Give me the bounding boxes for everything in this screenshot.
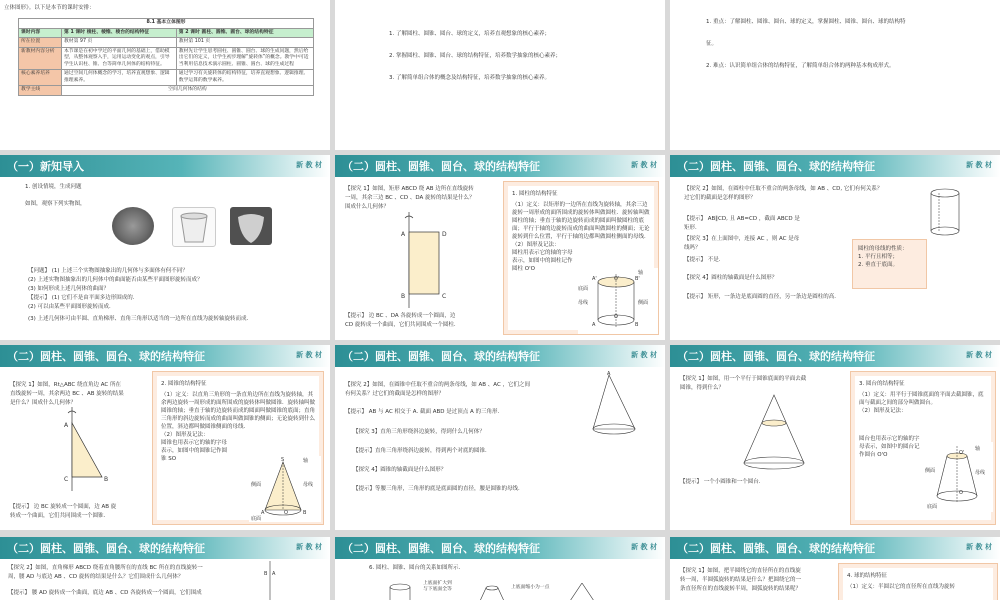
probe-line: 【探究 1】如图，用一个平行于圆锥底面的平面去截 [680,376,807,382]
text-line: 【探究 1】如图，把半圆绕它的直径所在的直线旋 [680,568,801,574]
box-subheading: （2）图形及记法： [859,408,907,414]
table-cell: 通过空间几何体概念的学习，培养直观想象、逻辑推理素养。 [62,70,177,86]
figure-label: 底面 [927,504,938,510]
box-heading: 1. 圆柱的结构特征 [512,191,558,197]
table-cell: 所在位置 [19,38,62,48]
table-header-cell: 第 2 课时 圆柱、圆锥、圆台、球的结构特征 [176,28,313,38]
slide-key-points[interactable] [670,0,1000,150]
text-line: 【提示】 腰 AD 旋转成一个曲面，底边 AB 、CD 各旋转成一个圆面，它们围成 [8,590,202,596]
strawberry-shape [230,207,272,245]
lesson-table [18,18,314,96]
table-cell: 教材第 97 页 [62,38,177,48]
slide-title: （二）圆柱、圆锥、圆台、球的结构特征 [677,160,875,173]
text-line: 如图，观察下列实物图， [25,201,86,207]
table-header-cell: 第 1 课时 棱柱、棱锥、棱台的结构特征 [62,28,177,38]
slide-header [670,537,1000,559]
slide-title: （二）圆柱、圆锥、圆台、球的结构特征 [342,160,540,173]
box-item: 2. 垂直于底面。 [858,262,898,268]
text-line: 【提示】等腰三角形，三角形的底是底面圆的直径，腰是圆锥的母线． [353,486,524,492]
text-line: 【探究 4】圆柱的轴截面是什么图形？ [684,275,778,281]
box-heading: 4. 球的结构特征 [847,573,887,579]
box-definition: （1）定义：以矩形的一边所在直线为旋转轴，其余三边旋转一周形成的面所围成的旋转体叫做圆柱．旋转轴叫做圆柱的轴；垂直于轴的边旋转而成的圆面叫做圆柱的底面；平行于轴的边旋转而成的曲面叫做圆柱的侧面；无论旋转到什么位置，平行于轴的边都叫做圆柱侧面的母线． [512,202,650,240]
point-label: O [614,314,618,320]
slide-title: （二）圆柱、圆锥、圆台、球的结构特征 [342,542,540,555]
slide-header [670,345,1000,367]
table-row [19,86,314,96]
cup-picture [172,207,216,247]
cylinder-figure [385,579,415,600]
watermelon-picture [112,207,154,245]
point-label: B [303,510,307,516]
text-line: 周，腰 AD 与底边 AB 、CD 旋转的结果是什么？它们围成什么几何体？ [8,574,184,580]
cylinder-figure [925,185,965,240]
figure-label: 轴 [638,270,644,276]
text-line: 【探究 3】直角三角形绕斜边旋转，得到什么几何体？ [353,429,485,435]
table-cell: 教学主线 [19,86,62,96]
table-cell: 空间几何体的结构 [62,86,314,96]
figure-label: 侧面 [925,468,936,474]
box-definition: （1）定义：半圆以它的直径所在直线为旋转 [847,584,956,590]
key-point-item: 2. 难点：认识简单组合体的结构特征，了解简单组合体的两种基本构成形式。 [706,63,895,69]
text-line: 转一周，半圆弧旋转的结果是什么？把圆绕它的一 [680,577,802,583]
box-item: 1. 平行且相等； [858,254,898,260]
table-row [19,47,314,70]
table-title: 8.1 基本立体图形 [19,19,314,29]
question-line: (2) 上述实物图抽象出的几何体中的曲面能否由某些平面图形旋转而成？ [28,277,203,283]
hint-line: 【提示】 边 BC 、DA 各旋转成一个圆面，边 [345,313,456,319]
probe-line: 一周，其余三边 BC 、CD 、DA 旋转的结果是什么？ [345,195,475,201]
text-line: 【提示】 不是． [684,257,725,263]
property-box [852,239,927,289]
slide-header [670,155,1000,177]
table-cell: 教材先让学生思考圆柱、圆锥、圆台、球的生成问题，然后给出它们的定义，让学生初步理解“旋转体”的概念。教学中可适当利用信息技术演示圆柱、圆锥、圆台、球的生成过程 [176,47,313,70]
objective-item: 1. 了解圆柱、圆锥、圆台、球的定义，培养直观想象的核心素养； [389,31,550,37]
text-line: 【探究 3】在上面图中，连接 AC ，则 AC 是母 [684,236,800,242]
hint-line: CD 旋转成一个曲面，它们共同围成一个圆柱． [345,322,460,328]
cone-figure [589,371,653,441]
question-line: (2) 可以由某些平面图形旋转而成． [28,304,115,310]
strawberry-picture [230,207,272,245]
table-cell: 教材第 101 页 [176,38,313,48]
hint-line: 【提示】 一个小圆锥和一个圆台． [680,479,765,485]
point-label: B [104,476,109,483]
labeled-cylinder-figure [578,268,658,334]
slide-lesson-plan[interactable] [0,0,330,150]
relation-note: 上底面缩小为一点 [511,585,550,590]
table-header-cell: 课时内容 [19,28,62,38]
text-line: 【探究 2】如图，在圆锥中任取不重合的两条母线，如 AB 、AC ，它们之间 [345,382,531,388]
figure-label: 侧面 [638,300,649,306]
point-label: B [401,293,406,300]
slide-title: （一）新知导入 [7,160,84,173]
cone-cut-figure [734,393,814,473]
definition-box [838,563,998,600]
text-line: 过它们的截面是怎样的图形？ [684,195,756,201]
point-label: A [592,322,596,328]
point-label: D [442,231,447,238]
objective-item: 3. 了解简单组合体的概念及结构特征，培养数学抽象的核心素养。 [389,75,550,81]
table-cell: 通过学习有关旋转体的结构特征，培养直观想象、逻辑推理、数学运算的数学素养。 [176,70,313,86]
probe-line: 是什么？围成什么几何体？ [10,400,77,406]
slide-title: （二）圆柱、圆锥、圆台、球的结构特征 [677,542,875,555]
question-line: (3) 如何形成上述几何体的曲面？ [28,286,110,292]
box-heading: 3. 圆台的结构特征 [859,381,905,387]
table-row [19,70,314,86]
definition-box [503,181,659,335]
brand-label: 新 教 材 [631,161,657,169]
table-cell: 本节课是在初中学过的平面几何的基础上，借助模型，从整体观察入手，运用运动变化的观点，引导学生认识柱、锥、台等简单几何体的结构特征。 [62,47,177,70]
figure-label: 底面 [251,516,262,522]
brand-label: 新 教 材 [296,351,322,359]
cylinder-rotation-figure [375,210,485,310]
box-notation: 圆台也用表示它的轴的字母表示，如图中的圆台记作圆台 O'O [859,436,920,458]
brand-label: 新 教 材 [631,543,657,551]
labeled-cone-figure [249,456,321,522]
slide-header [0,537,330,559]
brand-label: 新 教 材 [296,161,322,169]
brand-label: 新 教 材 [966,543,992,551]
point-label: A [64,422,69,429]
figure-label: 母线 [975,470,986,476]
slide-title: （二）圆柱、圆锥、圆台、球的结构特征 [7,542,205,555]
slide-cone[interactable] [0,345,330,530]
definition-box [152,371,324,525]
point-label: C [64,476,69,483]
figure-label: 侧面 [251,482,262,488]
slide-header [0,345,330,367]
frustum-figure [477,583,507,600]
point-label: O [284,510,288,516]
slide-title: （二）圆柱、圆锥、圆台、球的结构特征 [7,350,205,363]
slide-relations[interactable] [335,537,665,600]
text-line: 矩形． [684,225,701,231]
table-cell: 新教材内容分析 [19,47,62,70]
point-label: A [272,571,276,577]
point-label: O' [614,276,620,282]
cone-rotation-figure [50,405,130,495]
slide-intro[interactable] [0,155,330,340]
slide-objectives[interactable] [335,0,665,150]
figure-label: 底面 [578,286,589,292]
box-notation: 圆锥也用表示它的轴的字母表示，如图中的圆锥记作圆锥 SO [161,440,228,462]
figure-label: 母线 [578,300,589,306]
figure-label: 母线 [303,482,314,488]
probe-line: 直线旋转一周，其余两边 BC 、AB 旋转的结果 [10,391,124,397]
cone-figure [567,583,597,600]
text-line: 条直径所在的直线旋转半周，圆弧旋转的结果呢？ [680,586,802,592]
probe-line: 圆锥，得到什么？ [680,385,725,391]
relation-note: 与下底面全等 [423,587,452,592]
point-label: A [607,371,611,377]
brand-label: 新 教 材 [966,161,992,169]
text-line: 1. 创设情境，生成问题 [25,184,82,190]
box-subheading: （2）图形及记法： [512,242,560,248]
slide-header [0,155,330,177]
slide-cylinder-generatrix[interactable] [670,155,1000,340]
point-label: B [264,571,268,577]
table-row [19,38,314,48]
box-definition: （1）定义：用平行于圆锥底面的平面去截圆锥，底面与截面之间的部分叫做圆台。 [859,392,984,406]
slide-header [335,537,665,559]
text-line: 【提示】 矩形，一条边是底面圆的直径，另一条边是圆柱的高． [684,294,840,300]
brand-label: 新 教 材 [296,543,322,551]
table-cell: 核心素养培养 [19,70,62,86]
text-line: 【探究 4】圆锥的轴截面是什么图形？ [353,467,447,473]
slide-header [335,345,665,367]
key-point-item: 征。 [706,41,718,47]
point-label: B [635,322,639,328]
point-label: A' [592,276,597,282]
key-point-item: 1. 重点：了解圆柱、圆锥、圆台、球的定义，掌握圆柱、圆锥、圆台、球的结构特 [706,19,906,25]
trapezoid-figure [240,561,300,600]
point-label: A [261,510,265,516]
intro-text: 立体图形》。以下是本节的课时安排： [4,5,95,11]
text-line: 【提示】 AB∥CD, 且 AB=CD ，截面 ABCD 是 [684,216,800,222]
point-label: A [401,231,406,238]
slide-frustum[interactable] [670,345,1000,530]
text-line: 【提示】直角三角形绕斜边旋转，得到两个对底的圆锥． [353,448,491,454]
figure-label: 轴 [303,458,309,464]
cup-shape [173,208,215,246]
relation-note: 上底面扩大到 [423,581,452,586]
question-line: 【问题】 (1) 上述三个实物图抽象出的几何体与多面体有何不同？ [28,268,188,274]
box-subheading: （2）图形及记法： [161,432,209,438]
slide-frustum-rotation[interactable] [0,537,330,600]
probe-line: 【探究 1】如图，Rt△ABC 绕直角边 AC 所在 [10,382,121,388]
point-label: O [959,490,963,496]
figure-label: 轴 [975,446,981,452]
brand-label: 新 教 材 [966,351,992,359]
text-line: 【探究 2】如图，在圆柱中任取不重合的两条母线，如 AB 、CD, 它们有何关系？ [684,186,883,192]
text-line: 有何关系？过它们的截面是怎样的图形？ [345,391,445,397]
labeled-frustum-figure [925,442,993,512]
objective-item: 2. 掌握圆柱、圆锥、圆台、球的结构特征，培养数学抽象的核心素养； [389,53,561,59]
slide-sphere[interactable] [670,537,1000,600]
point-label: C [442,293,447,300]
box-heading: 2. 圆锥的结构特征 [161,381,207,387]
question-line: 【提示】 (1) 它们不是由平面多边形围成的． [28,295,139,301]
slide-title: （二）圆柱、圆锥、圆台、球的结构特征 [677,350,875,363]
hint-line: 【提示】 边 BC 旋转成一个圆面，边 AB 旋 [10,504,117,510]
text-line: 线吗？ [684,245,701,251]
text-line: 6. 圆柱、圆锥、圆台的关系如图所示． [369,565,464,571]
point-label: O' [959,450,965,456]
hint-line: 转成一个曲面，它们共同围成一个圆锥． [10,513,110,519]
probe-line: 【探究 1】如图，矩形 ABCD 绕 AB 边所在直线旋转 [345,186,474,192]
slide-cylinder[interactable] [335,155,665,340]
point-label: B' [635,276,640,282]
definition-box [850,371,996,525]
definition-card [843,568,993,600]
box-notation: 圆柱用表示它的轴的字母表示，如图中的圆柱记作圆柱 O'O [512,250,573,272]
probe-line: 围成什么几何体？ [345,204,390,210]
box-definition: （1）定义：以直角三角形的一条直角边所在直线为旋转轴，其余两边旋转一周形成的面所围成的旋转体叫做圆锥．旋转轴叫做圆锥的轴；垂直于轴的边旋转而成的圆面叫做圆锥的底面；直角三角形的斜边旋转而成的曲面叫做圆锥的侧面；无论旋转到什么位置，斜边都叫做圆锥侧面的母线． [161,392,316,430]
question-line: (3) 上述几何体可由半圆、直角梯形、直角三角形以适当的一边所在直线为旋转轴旋转而成． [28,316,253,322]
slide-title: （二）圆柱、圆锥、圆台、球的结构特征 [342,350,540,363]
box-heading: 圆柱的母线的性质： [858,246,908,252]
point-label: S [281,457,285,463]
slide-header [335,155,665,177]
slide-cone-generatrix[interactable] [335,345,665,530]
text-line: 【探究 2】如图，直角梯形 ABCD 绕着直角腰所在的直线 BC 所在的直线旋转一 [8,565,203,571]
brand-label: 新 教 材 [631,351,657,359]
text-line: 【提示】 AB 与 AC 相交于 A. 截面 ABD 是过顶点 A 的三角形． [345,409,503,415]
